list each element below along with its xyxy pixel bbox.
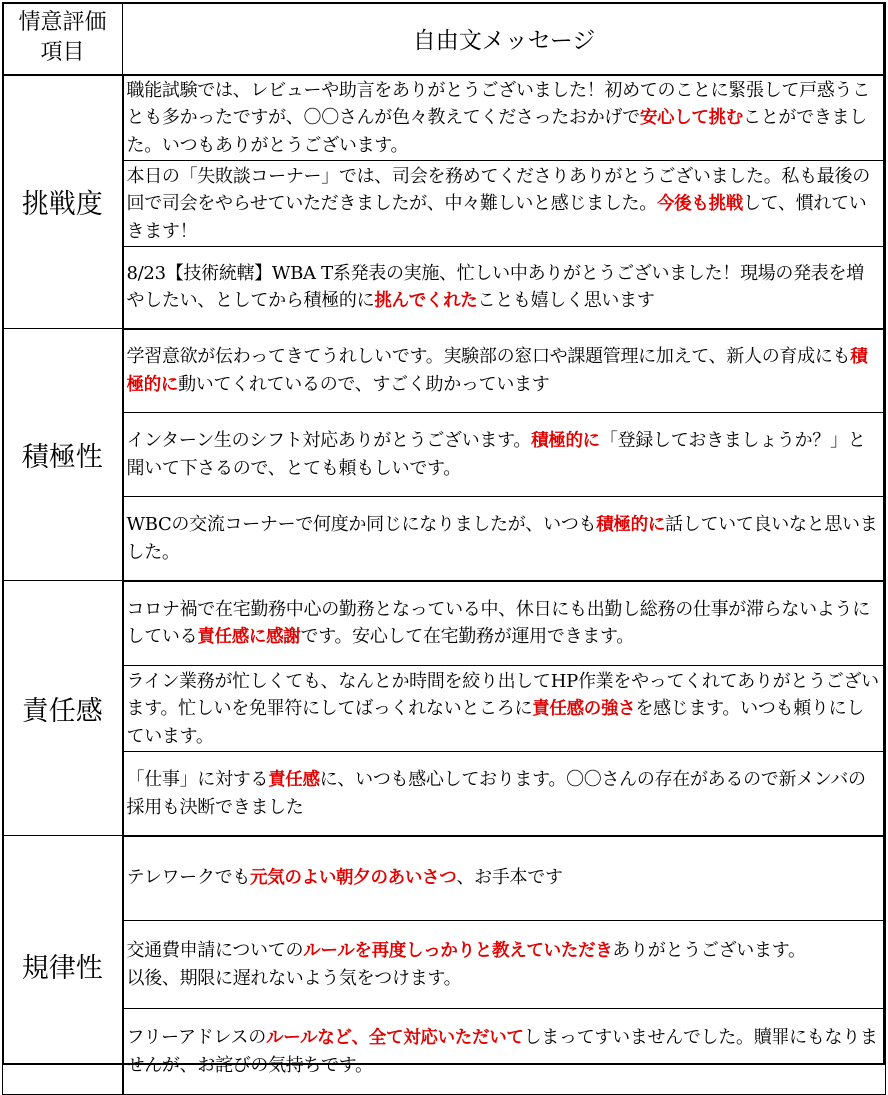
message-text: WBCの交流コーナーで何度か同じになりましたが、いつも xyxy=(126,513,597,535)
message-highlight: 積極的に xyxy=(596,514,666,535)
category-cell: 積極性 xyxy=(3,329,123,581)
message-text: に、いつも感心しております。〇〇さんの存在があるので新メンバの採用も決断できました xyxy=(126,768,866,818)
message-highlight: ルールを再度しっかりと教えていただき xyxy=(303,941,613,961)
message-text: ライン業務が忙しくても、なんとか時間を絞り出してHP作業をやってくれてありがとうございます。忙しいを免罪符にしてばっくれないところに xyxy=(126,670,879,719)
message-highlight: ルールなど、全て対応いただいて xyxy=(265,1028,524,1048)
message-text: 「仕事」に対する xyxy=(126,768,269,790)
header-item-line2: 項目 xyxy=(40,40,85,66)
message-text: 動いてくれているので、すごく助かっています xyxy=(178,373,550,395)
message-text: 職能試験では、レビューや助言をありがとうございました！初めてのことに緊張して戸惑うことも多かったですが、〇〇さんが色々教えてくださったおかげで xyxy=(126,79,870,128)
message-text: を感じます。いつも頼りにしています。 xyxy=(126,697,865,747)
message-text: ありがとうございます。 xyxy=(612,940,806,961)
message-text: 8/23【技術統轄】WBA T系発表の実施、忙しい中ありがとうございました！現場の発表を増やしたい、としてから積極的に xyxy=(126,262,864,311)
message-extra-line: 以後、期限に遅れないよう気をつけます。 xyxy=(126,968,462,989)
header-item-line1: 情意評価 xyxy=(18,10,107,36)
message-text: フリーアドレスの xyxy=(126,1027,266,1048)
message-highlight: 責任感 xyxy=(268,769,320,790)
message-text: して、慣れていきます！ xyxy=(126,192,867,242)
message-text: コロナ禍で在宅勤務中心の勤務となっている中、休日にも出勤し総務の仕事が滞らないようにしている xyxy=(126,598,870,647)
message-highlight: 挑んでくれた xyxy=(374,290,478,311)
message-highlight: 安心して挑む xyxy=(639,107,744,128)
message-highlight: 積極的に xyxy=(126,346,868,395)
message-text: ことができました。いつもありがとうございます。 xyxy=(126,106,867,156)
header-message-cell: 自由文メッセージ xyxy=(123,3,886,75)
message-text: インターン生のシフト対応ありがとうございます。 xyxy=(126,430,532,451)
message-text: ことも嬉しく思います xyxy=(477,289,655,311)
message-text: 「登録しておきましょうか？」と聞いて下さるので、とても頼もしいです。 xyxy=(126,430,866,479)
message-highlight: 責任感に感謝 xyxy=(197,626,301,647)
message-text: です。安心して在宅勤務が運用できます。 xyxy=(300,625,634,647)
message-text: 、お手本です xyxy=(456,867,563,889)
message-text: 学習意欲が伝わってきてうれしいです。実験部の窓口や課題管理に加えて、新人の育成にも xyxy=(126,345,851,367)
message-text: しまってすいませんでした。贖罪にもなりませんが、お詫びの気持ちです。 xyxy=(126,1027,878,1076)
category-cell: 責任感 xyxy=(3,581,123,836)
message-text: テレワークでも xyxy=(126,867,251,889)
message-highlight: 元気のよい朝夕のあいさつ xyxy=(250,868,457,889)
message-text: 本日の「失敗談コーナー」では、司会を務めてくださりありがとうございました。私も最後の回で司会をやらせていただきましたが、中々難しいと感じました。 xyxy=(126,165,870,214)
table-outer-border xyxy=(2,2,885,1065)
message-highlight: 今後も挑戦 xyxy=(656,193,743,214)
message-highlight: 責任感の強さ xyxy=(532,698,636,719)
category-cell: 規律性 xyxy=(3,836,123,1095)
message-text: 交通費申請についての xyxy=(126,940,304,961)
message-text: 話していて良いなと思いました。 xyxy=(126,513,878,563)
category-cell: 挑戦度 xyxy=(3,75,123,329)
message-highlight: 積極的に xyxy=(531,431,600,451)
